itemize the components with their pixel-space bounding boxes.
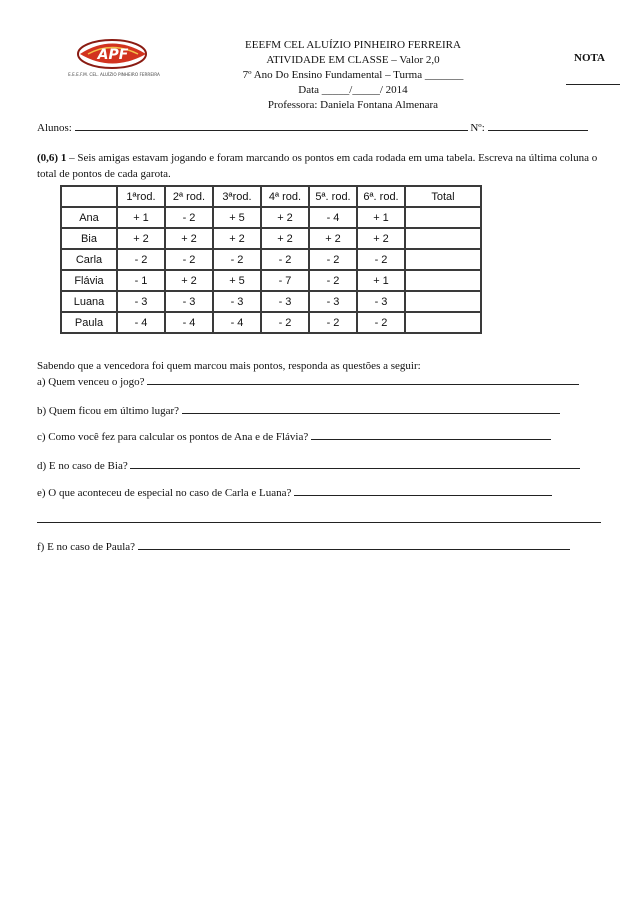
table-row [62,292,480,311]
total-cell[interactable] [406,208,480,227]
school-logo [68,37,160,79]
student-number-blank[interactable] [488,120,588,131]
question-e-continuation [37,512,601,527]
score-cell: + 1 [118,208,164,227]
score-cell: + 2 [358,229,404,248]
question-b [37,403,560,418]
player-name: Ana [62,208,116,227]
total-cell[interactable] [406,271,480,290]
score-cell: - 4 [166,313,212,332]
total-cell[interactable] [406,229,480,248]
question-1-points: (0,6) 1 [37,152,67,164]
table-row [62,208,480,227]
score-cell: + 2 [214,229,260,248]
header-cell-round-6: 6ª. rod. [358,187,404,206]
score-cell: - 2 [166,250,212,269]
score-cell: + 2 [118,229,164,248]
students-name-blank[interactable] [75,120,468,131]
score-cell: - 2 [166,208,212,227]
score-cell: + 2 [166,271,212,290]
score-cell: - 2 [310,271,356,290]
score-cell: - 2 [118,250,164,269]
activity-title: ATIVIDADE EM CLASSE – Valor 2,0 [266,54,440,66]
total-cell[interactable] [406,313,480,332]
player-name: Paula [62,313,116,332]
score-cell: - 3 [262,292,308,311]
table-row [62,229,480,248]
logo-text: APF [97,47,129,63]
player-name: Carla [62,250,116,269]
score-cell: - 2 [262,313,308,332]
date-line: Data _____/_____/ 2014 [298,84,408,96]
question-d-text: d) E no caso de Bia? [37,460,128,472]
number-label: Nº: [470,122,485,134]
answer-e-blank-line-2[interactable] [37,512,601,523]
answer-b-blank[interactable] [182,403,560,414]
score-cell: - 3 [166,292,212,311]
question-b-text: b) Quem ficou em último lugar? [37,405,180,417]
score-cell: - 3 [118,292,164,311]
document-header [200,38,506,113]
score-cell: - 2 [358,250,404,269]
table-row [62,313,480,332]
school-name: EEEFM CEL ALUÍZIO PINHEIRO FERREIRA [245,39,461,51]
grade-line: 7º Ano Do Ensino Fundamental – Turma _______ [242,69,464,81]
score-cell: - 7 [262,271,308,290]
score-cell: - 3 [310,292,356,311]
teacher-line: Professora: Daniela Fontana Almenara [267,99,439,111]
score-cell: - 4 [214,313,260,332]
answer-f-blank[interactable] [138,539,570,550]
table-row [62,250,480,269]
header-cell-total: Total [406,187,480,206]
score-cell: - 2 [310,250,356,269]
instructions-text: Sabendo que a vencedora foi quem marcou mais pontos, responda as questões a seguir: [37,360,421,372]
question-1-text: – Seis amigas estavam jogando e foram marcando os pontos em cada rodada em uma tabela. Escreva na última coluna o total de pontos de cada garota. [37,152,598,180]
score-cell: - 3 [214,292,260,311]
score-cell: - 1 [118,271,164,290]
player-name: Luana [62,292,116,311]
question-f-text: f) E no caso de Paula? [37,541,136,553]
header-cell-round-2: 2ª rod. [166,187,212,206]
score-cell: + 1 [358,208,404,227]
answer-d-blank[interactable] [130,458,580,469]
table-row [62,271,480,290]
header-cell-round-5: 5ª. rod. [310,187,356,206]
score-table [60,185,482,334]
grade-blank[interactable] [566,84,620,85]
student-line [37,120,588,135]
player-name: Bia [62,229,116,248]
score-cell: + 5 [214,271,260,290]
header-cell-blank [62,187,116,206]
score-cell: - 4 [310,208,356,227]
score-cell: - 3 [358,292,404,311]
question-e-text: e) O que aconteceu de especial no caso de Carla e Luana? [37,487,292,499]
answer-e-blank[interactable] [294,485,552,496]
grade-label: NOTA [574,52,605,64]
question-c-text: c) Como você fez para calcular os pontos de Ana e de Flávia? [37,431,309,443]
table-header-row [62,187,480,206]
question-e [37,485,552,500]
answer-c-blank[interactable] [311,429,551,440]
logo-caption: E.E.E.F.M. CEL. ALUÍZIO PINHEIRO FERREIRA [68,72,160,77]
score-cell: - 2 [262,250,308,269]
score-cell: + 2 [262,208,308,227]
question-f [37,539,570,554]
question-d [37,458,580,473]
score-cell: - 2 [214,250,260,269]
score-cell: + 2 [310,229,356,248]
player-name: Flávia [62,271,116,290]
header-cell-round-3: 3ªrod. [214,187,260,206]
question-1 [37,150,605,182]
answer-a-blank[interactable] [147,374,579,385]
question-a-text: a) Quem venceu o jogo? [37,376,145,388]
question-a [37,374,579,389]
header-cell-round-4: 4ª rod. [262,187,308,206]
score-cell: + 2 [166,229,212,248]
header-cell-round-1: 1ªrod. [118,187,164,206]
question-c [37,429,551,444]
score-cell: - 2 [358,313,404,332]
score-cell: + 1 [358,271,404,290]
total-cell[interactable] [406,250,480,269]
students-label: Alunos: [37,122,72,134]
total-cell[interactable] [406,292,480,311]
score-cell: + 2 [262,229,308,248]
score-cell: - 4 [118,313,164,332]
score-cell: + 5 [214,208,260,227]
score-cell: - 2 [310,313,356,332]
